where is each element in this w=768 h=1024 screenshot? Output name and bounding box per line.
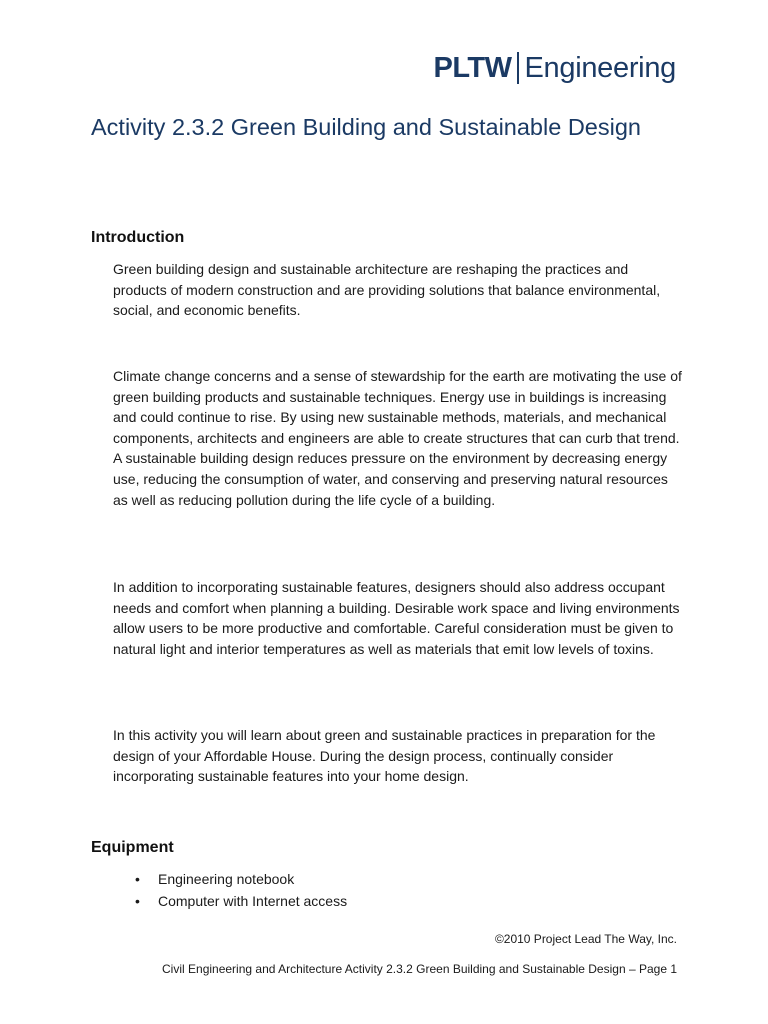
bullet-icon: • [135,871,140,887]
equipment-heading: Equipment [91,839,174,856]
intro-paragraph-4: In this activity you will learn about green and sustainable practices in preparation for the design of your Affordable House. During the design process, continually consider incorporating sustainable features into your home design. [113,727,656,785]
intro-paragraph-1: Green building design and sustainable architecture are reshaping the practices and products of modern construction and are providing solutions that balance environmental, social, and economic benefits. [113,261,661,319]
introduction-heading: Introduction [91,229,185,246]
list-item [135,891,347,913]
page-title: Activity 2.3.2 Green Building and Sustainable Design [91,114,641,140]
logo-divider [517,52,519,84]
bullet-icon: • [135,892,140,909]
equipment-item-label: Engineering notebook [158,871,295,887]
logo-brand: PLTW [433,51,512,84]
intro-paragraph-3: In addition to incorporating sustainable features, designers should also address occupant needs and comfort when planning a building. Desirable work space and living environments allow users to be more productive and comfortable. Careful consideration must be given to natural light and interior temperatures as well as materials that emit low levels of toxins. [113,579,680,657]
pltw-engineering-logo [434,48,677,88]
logo-division: Engineering [524,51,676,84]
equipment-list [135,869,347,912]
page-footer: Civil Engineering and Architecture Activity 2.3.2 Green Building and Sustainable Design – Page 1 [162,962,677,976]
list-item [135,869,347,891]
equipment-item-label: Computer with Internet access [158,892,348,909]
intro-paragraph-2: Climate change concerns and a sense of stewardship for the earth are motivating the use of green building products and sustainable techniques. Energy use in buildings is increasing and could continue to rise. By using new sustainable methods, materials, and mechanical components, architects and engineers are able to create structures that can curb that trend. A sustainable building design reduces pressure on the environment by decreasing energy use, reducing the consumption of water, and conserving and preserving natural resources as well as reducing pollution during the life cycle of a building. [113,368,682,508]
copyright-notice: ©2010 Project Lead The Way, Inc. [494,932,677,946]
